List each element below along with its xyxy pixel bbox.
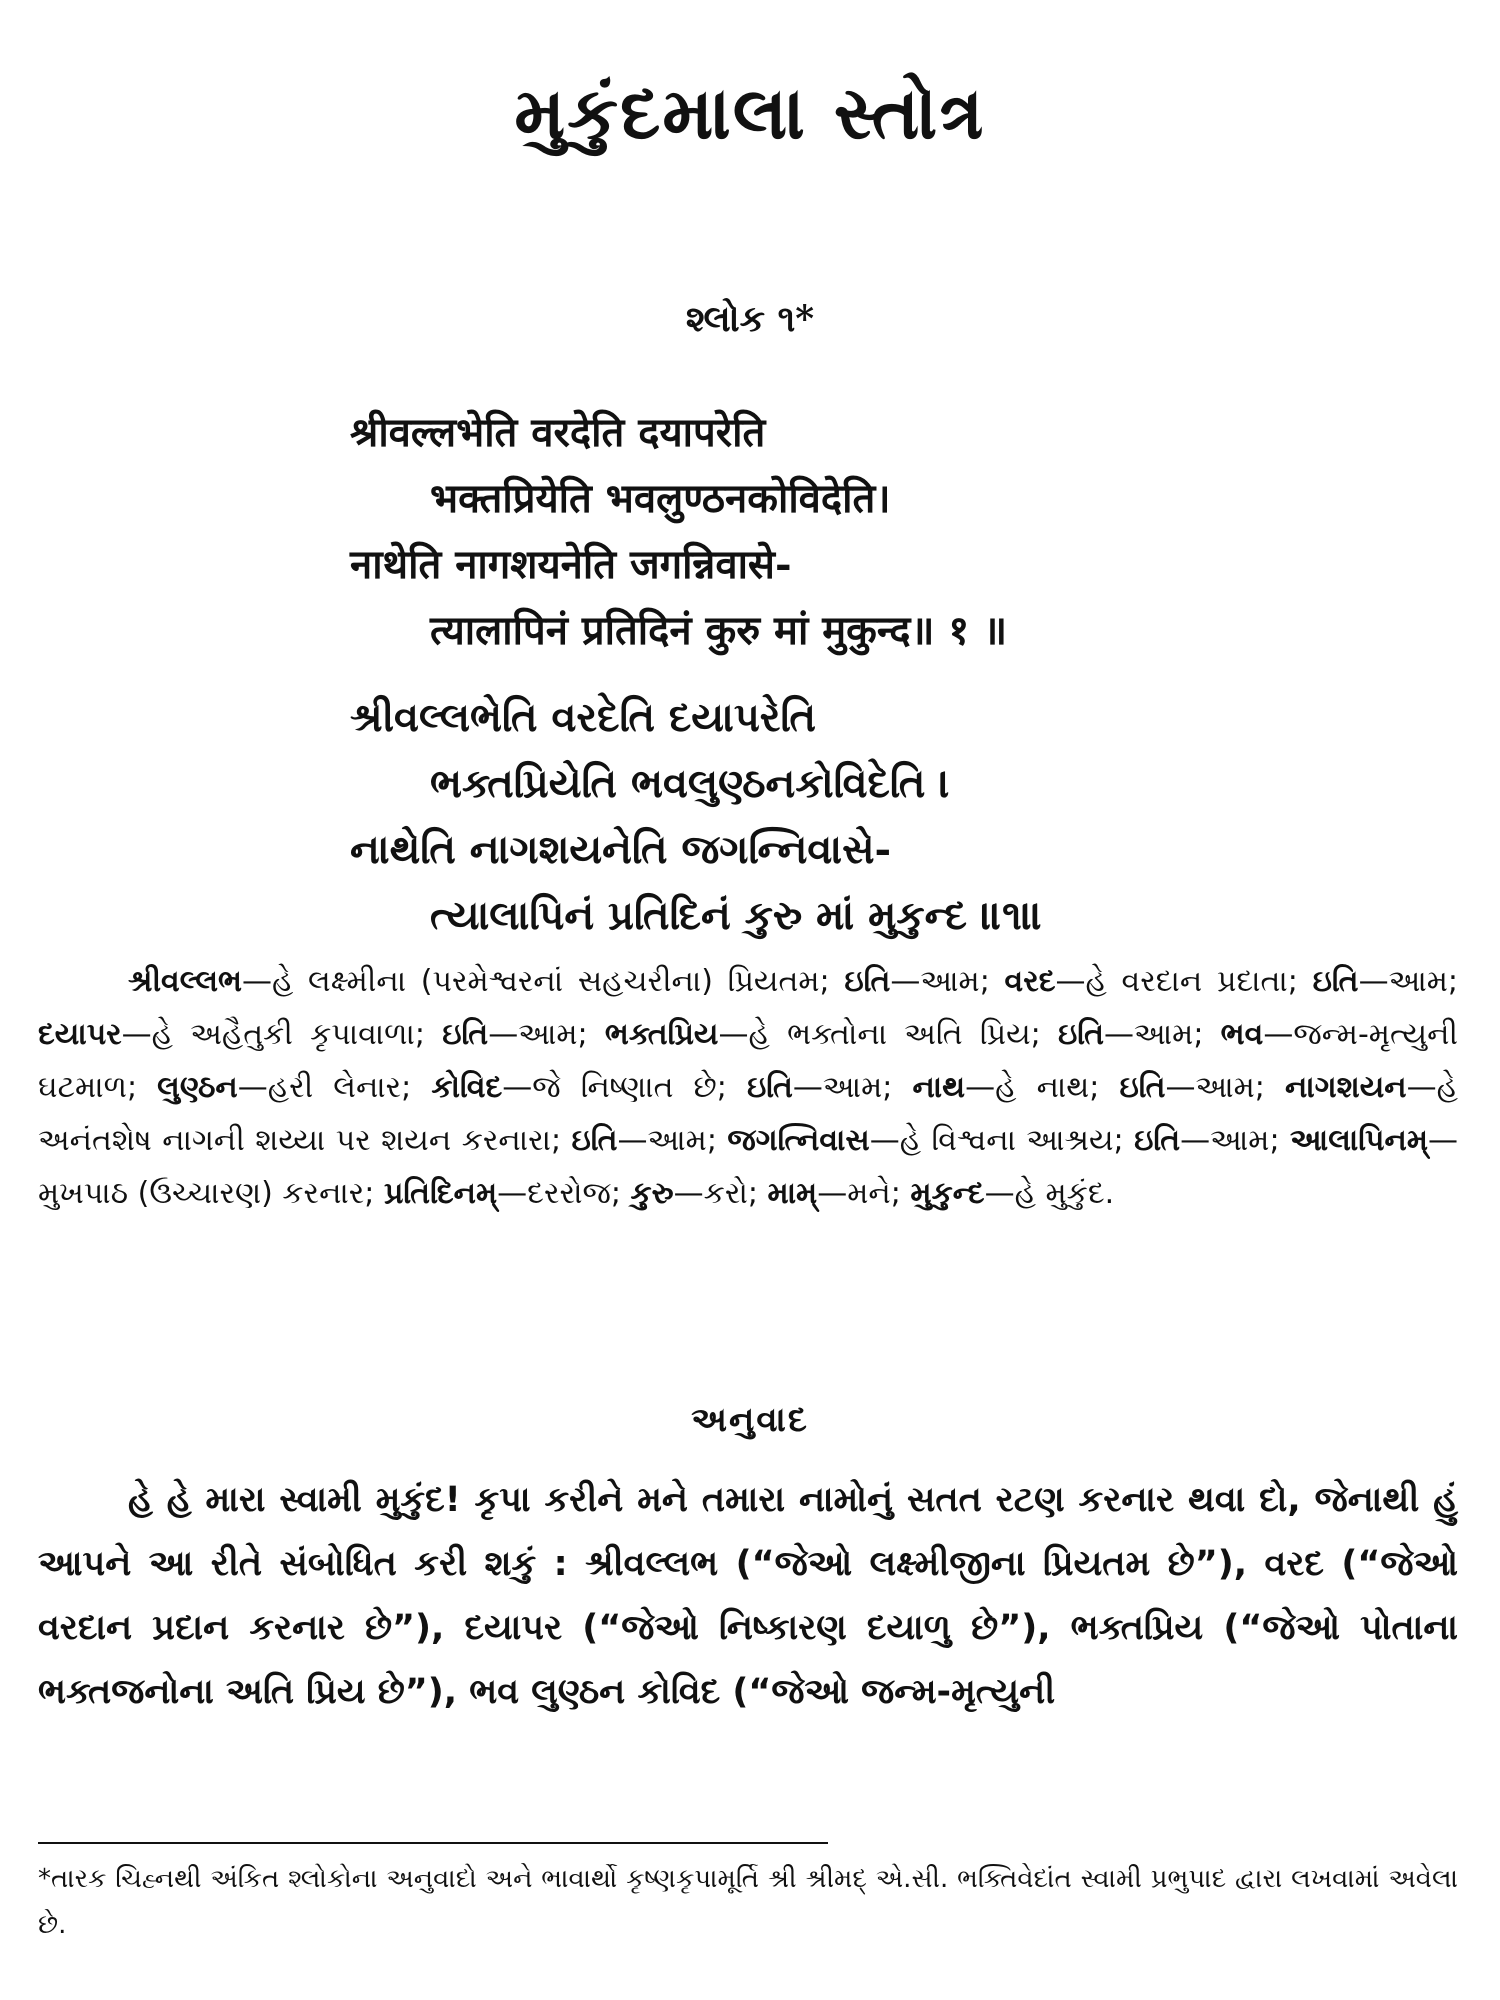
verse-line: भक्तप्रियेति भवलुण्ठनकोविदेति। <box>430 475 891 522</box>
page-title: મુકુંદમાલા સ્તોત્ર <box>514 70 986 155</box>
synonym-meaning: —આમ; <box>1103 1017 1221 1052</box>
synonym-word: કુરુ <box>630 1176 674 1211</box>
synonym-meaning: —હે વરદાન પ્રદાતા; <box>1055 964 1313 999</box>
synonym-meaning: —આમ; <box>488 1017 605 1052</box>
synonym-word: નાગશયન <box>1285 1070 1407 1105</box>
verse-line: ત્યાલાપિનં પ્રતિદિનં કુરુ માં મુકુન્દ ॥૧॥ <box>430 892 1043 939</box>
synonym-meaning: —હે નાથ; <box>965 1070 1120 1105</box>
sanskrit-verse-gujarati <box>350 685 1450 949</box>
synonym-word: ભક્તપ્રિય <box>604 1017 719 1052</box>
synonym-word: શ્રીવલ્લભ <box>128 964 242 999</box>
synonym-meaning: —આમ; <box>1165 1070 1285 1105</box>
synonym-meaning: —જન્મ-મૃત્યુની ઘટમાળ; <box>38 1017 1459 1105</box>
synonym-word: ઇતિ <box>1058 1017 1104 1052</box>
synonym-word: ઇતિ <box>844 964 891 999</box>
synonym-word: કોવિદ <box>431 1070 503 1105</box>
verse-line: ભક્તપ્રિયેતિ ભવલુણ્ઠનકોવિદેતિ । <box>430 760 951 807</box>
synonym-word: ભવ <box>1220 1017 1264 1052</box>
translation-heading: અનુવાદ <box>691 1400 809 1440</box>
synonym-word: પ્રતિદિનમ્ <box>383 1176 498 1211</box>
synonym-word: લુણ્ઠન <box>157 1070 238 1105</box>
synonym-meaning: —હે મુકુંદ. <box>984 1176 1115 1211</box>
synonym-word: ઇતિ <box>1134 1123 1181 1158</box>
verse-line: त्यालापिनं प्रतिदिनं कुरु मां मुकुन्द॥ १ ॥ <box>430 607 1008 654</box>
verse-line: શ્રીવલ્લભેતિ વરદેતિ દયાપરેતિ <box>350 694 817 741</box>
synonym-meaning: —જે નિષ્ણાત છે; <box>502 1070 747 1105</box>
word-meanings-paragraph <box>38 955 1458 1220</box>
verse-line: श्रीवल्लभेति वरदेति दयापरेति <box>350 409 766 456</box>
synonym-word: મામ્ <box>767 1176 818 1211</box>
synonym-word: ઇતિ <box>746 1070 793 1105</box>
synonym-word: ઇતિ <box>1119 1070 1166 1105</box>
synonym-meaning: —મુખપાઠ (ઉચ્ચારણ) કરનાર; <box>38 1123 1459 1211</box>
synonym-word: નાથ <box>912 1070 966 1105</box>
verse-line: नाथेति नागशयनेति जगन्निवासे- <box>350 541 792 588</box>
synonym-word: ઇતિ <box>571 1123 618 1158</box>
synonym-word: વરદ <box>1004 964 1056 999</box>
verse-heading: શ્લોક ૧* <box>685 298 815 340</box>
synonym-meaning: —હે લક્ષ્મીના (પરમેશ્વરનાં સહચરીના) પ્રિયતમ; <box>242 964 845 999</box>
translation-paragraph: હે હે મારા સ્વામી મુકુંદ! કૃપા કરીને મને તમારા નામોનું સતત રટણ કરનાર થવા દો, જેનાથી હું આપને આ રીતે સંબોધિત કરી શકું : શ્રીવલ્લભ (“જેઓ લક્ષ્મીજીના પ્રિયતમ છે”), વરદ (“જેઓ વરદાન પ્રદાન કરનાર છે”), દયાપર (“જેઓ નિષ્કારણ દયાળુ છે”), ભક્તપ્રિય (“જેઓ પોતાના ભક્તજનોના અતિ પ્રિય છે”), ભવ લુણ્ઠન કોવિદ (“જેઓ જન્મ-મૃત્યુની <box>38 1480 1458 1712</box>
synonym-meaning: —દરરોજ; <box>497 1176 631 1211</box>
synonym-meaning: —કરો; <box>673 1176 768 1211</box>
synonym-meaning: —મને; <box>817 1176 911 1211</box>
synonym-word: આલાપિનમ્ <box>1290 1123 1429 1158</box>
synonym-meaning: —હે અહૈતુકી કૃપાવાળા; <box>121 1017 443 1052</box>
synonym-meaning: —આમ; <box>1358 964 1459 999</box>
sanskrit-verse-devanagari <box>350 400 1450 664</box>
footnote-divider <box>38 1842 828 1844</box>
synonym-word: જગત્નિવાસ <box>727 1123 870 1158</box>
footnote: *તારક ચિહ્નથી અંકિત શ્લોકોના અનુવાદો અને ભાવાર્થો કૃષ્ણકૃપામૂર્તિ શ્રી શ્રીમદ્ એ.સી. ભક્તિવેદાંત સ્વામી પ્રભુપાદ દ્વારા લખવામાં અવેલા છે. <box>38 1864 1458 1940</box>
synonym-word: ઇતિ <box>1312 964 1359 999</box>
synonym-meaning: —આમ; <box>1180 1123 1291 1158</box>
synonym-word: મુકુન્દ <box>910 1176 985 1211</box>
synonym-word: દયાપર <box>38 1017 122 1052</box>
verse-line: નાથેતિ નાગશયનેતિ જગન્નિવાસે- <box>350 826 892 873</box>
synonym-meaning: —હે અનંતશેષ નાગની શય્યા પર શયન કરનારા; <box>38 1070 1458 1158</box>
synonym-meaning: —હરી લેનાર; <box>237 1070 432 1105</box>
synonym-meaning: —આમ; <box>617 1123 728 1158</box>
synonym-meaning: —હે વિશ્વના આશ્રય; <box>869 1123 1135 1158</box>
synonym-meaning: —આમ; <box>792 1070 913 1105</box>
synonym-word: ઇતિ <box>442 1017 489 1052</box>
synonym-meaning: —આમ; <box>890 964 1005 999</box>
synonym-meaning: —હે ભક્તોના અતિ પ્રિય; <box>718 1017 1059 1052</box>
